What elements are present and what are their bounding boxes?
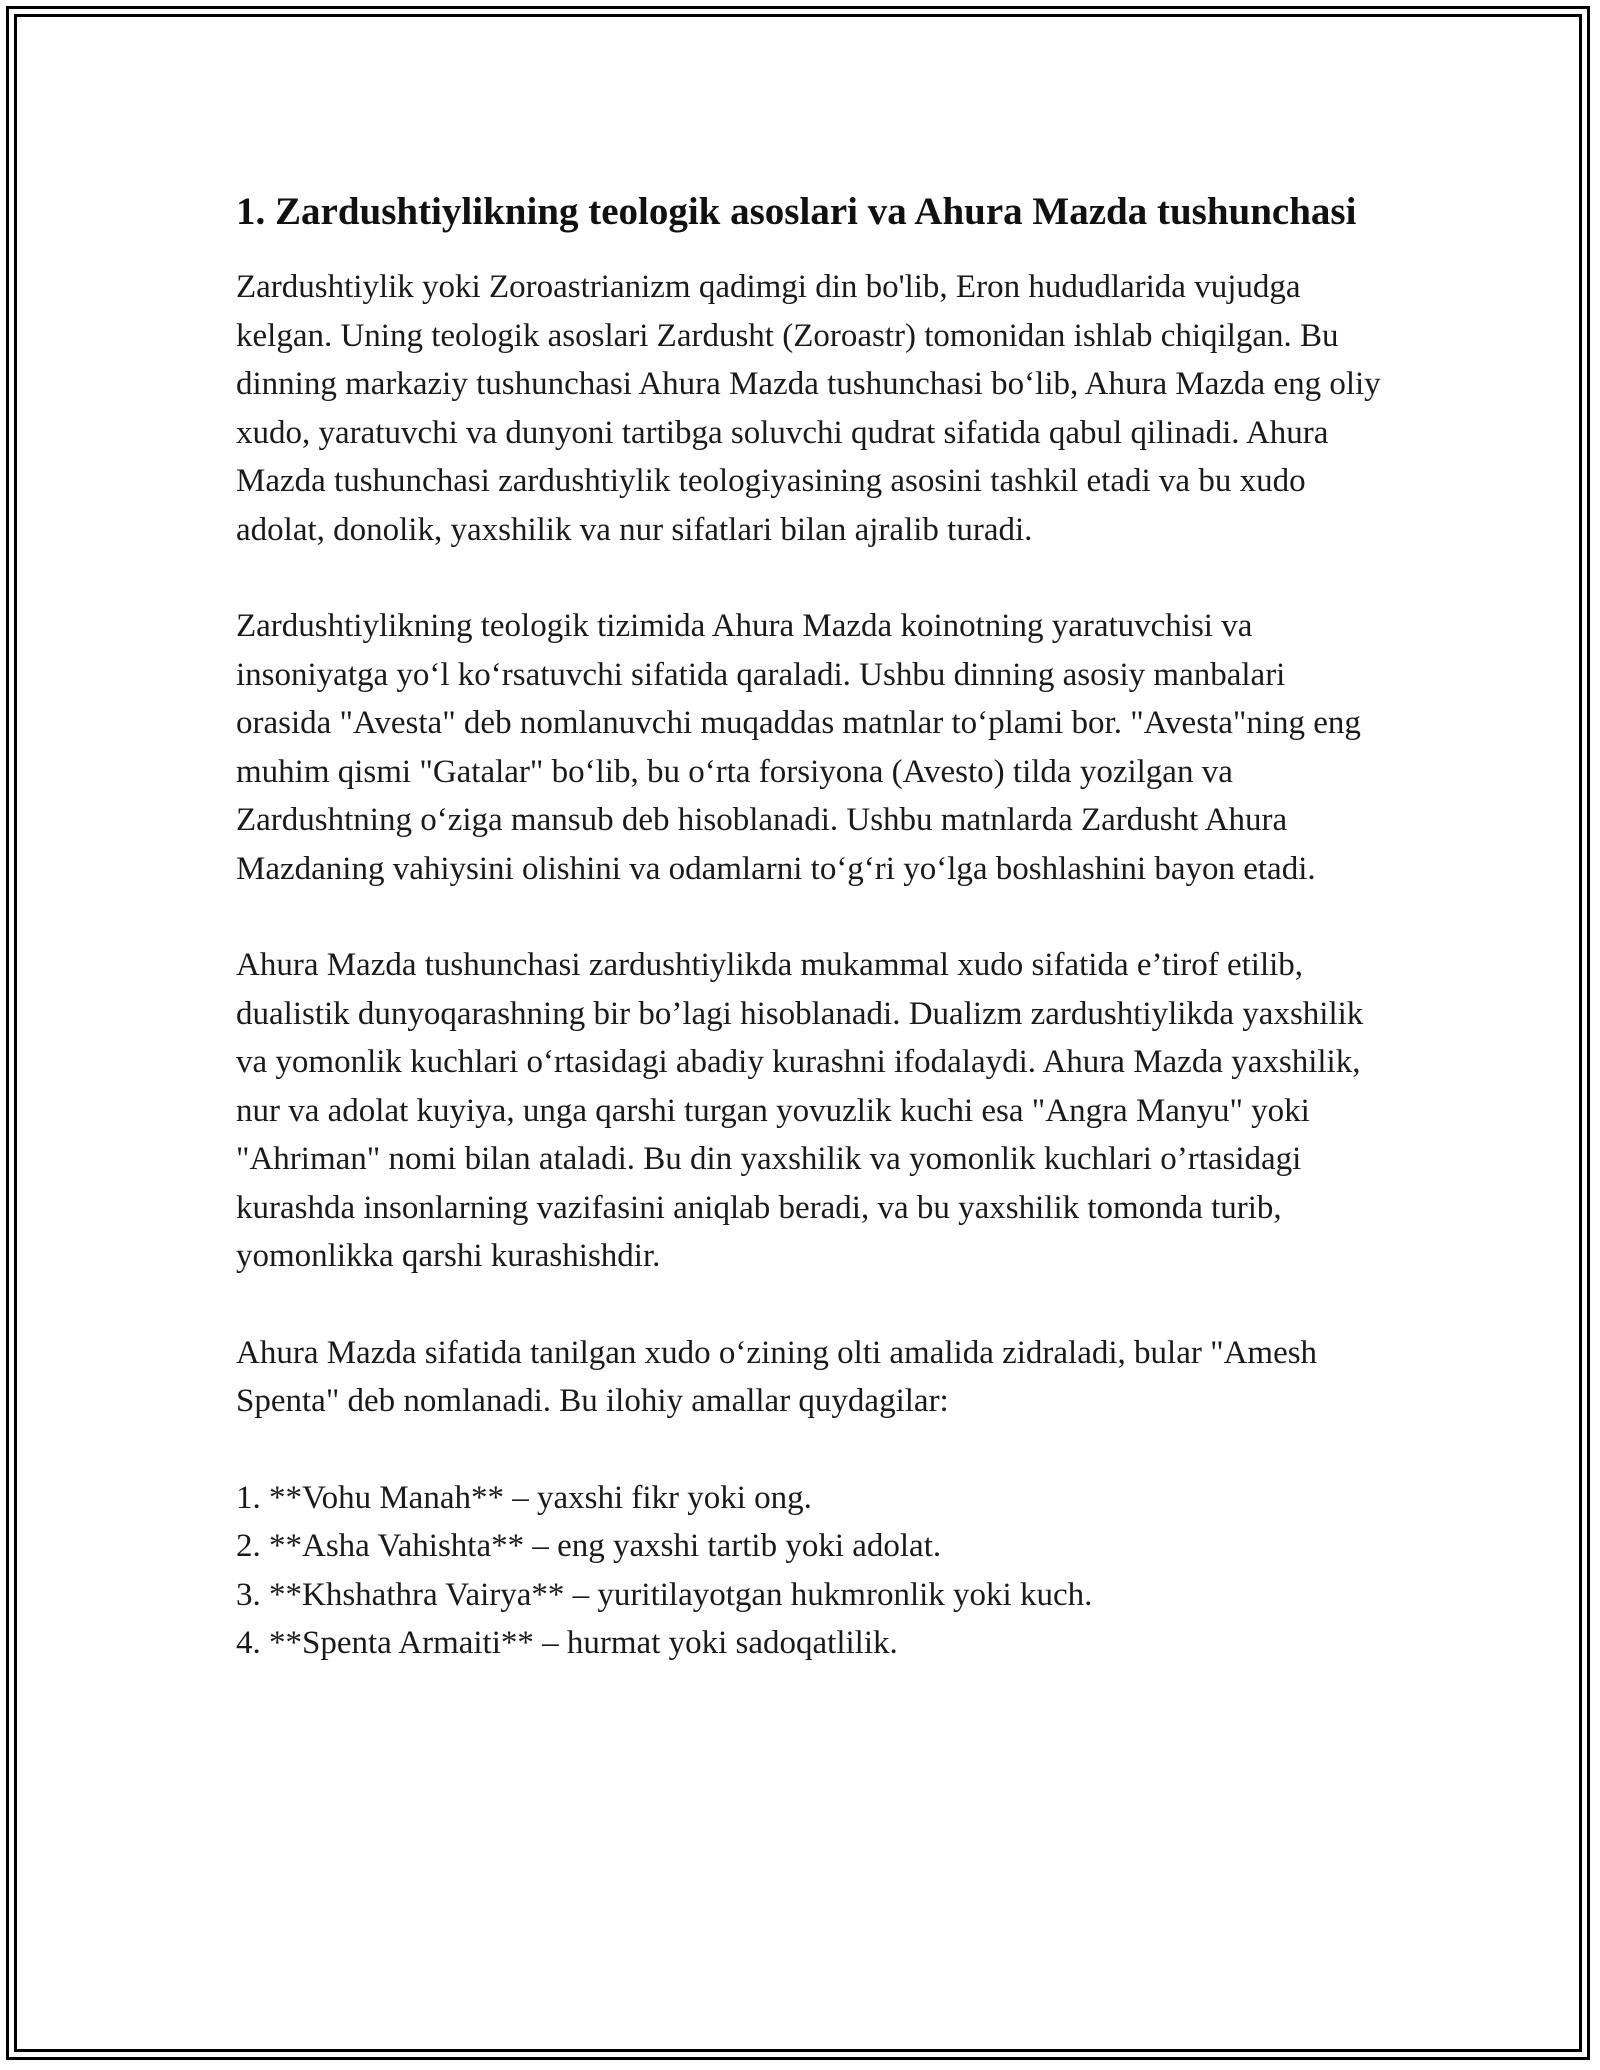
list-item: 4. **Spenta Armaiti** – hurmat yoki sadoqatlilik.	[236, 1625, 898, 1661]
list-item: 3. **Khshathra Vairya** – yuritilayotgan hukmronlik yoki kuch.	[236, 1576, 1093, 1613]
list-item: 2. **Asha Vahishta** – eng yaxshi tartib yoki adolat.	[236, 1528, 942, 1564]
amesh-spenta-list	[236, 1474, 1386, 1668]
paragraph-amesh-spenta: Ahura Mazda sifatida tanilgan xudo o‘zining olti amalida zidraladi, bular "Amesh Spenta" deb nomlanadi. Bu ilohiy amallar quydagilar:	[236, 1334, 1318, 1419]
paragraph-intro: Zardushtiylik yoki Zoroastrianizm qadimgi din bo'lib, Eron hududlarida vujudga kelgan. Uning teologik asoslari Zardusht (Zoroastr) tomonidan ishlab chiqilgan. Bu dinning markaziy tushunchasi Ahura Mazda tushunchasi bo‘lib, Ahura Mazda eng oliy xudo, yaratuvchi va dunyoni tartibga soluvchi qudrat sifatida qabul qilinadi. Ahura Mazda tushunchasi zardushtiylik teologiyasining asosini tashkil etadi va bu xudo adolat, donolik, yaxshilik va nur sifatlari bilan ajralib turadi.	[236, 269, 1381, 548]
paragraph-dualism: Ahura Mazda tushunchasi zardushtiylikda mukammal xudo sifatida e’tirof etilib, dualistik dunyoqarashning bir bo’lagi hisoblanadi. Dualizm zardushtiylikda yaxshilik va yomonlik kuchlari o‘rtasidagi abadiy kurashni ifodalaydi. Ahura Mazda yaxshilik, nur va adolat kuyiya, unga qarshi turgan yovuzlik kuchi esa "Angra Manyu" yoki "Ahriman" nomi bilan ataladi. Bu din yaxshilik va yomonlik kuchlari o’rtasidagi kurashda insonlarning vazifasini aniqlab beradi, va bu yaxshilik tomonda turib, yomonlikka qarshi kurashishdir.	[236, 947, 1364, 1274]
section-heading: 1. Zardushtiylikning teologik asoslari va Ahura Mazda tushunchasi	[236, 190, 1357, 233]
paragraph-avesta: Zardushtiylikning teologik tizimida Ahura Mazda koinotning yaratuvchisi va insoniyatga yo‘l ko‘rsatuvchi sifatida qaraladi. Ushbu dinning asosiy manbalari orasida "Avesta" deb nomlanuvchi muqaddas matnlar to‘plami bor. "Avesta"ning eng muhim qismi "Gatalar" bo‘lib, bu o‘rta forsiyona (Avesto) tilda yozilgan va Zardushtning o‘ziga mansub deb hisoblanadi. Ushbu matnlarda Zardusht Ahura Mazdaning vahiysini olishini va odamlarni to‘g‘ri yo‘lga boshlashini bayon etadi.	[236, 608, 1361, 887]
document-body	[236, 184, 1386, 1668]
list-item: 1. **Vohu Manah** – yaxshi fikr yoki ong.	[236, 1479, 812, 1516]
